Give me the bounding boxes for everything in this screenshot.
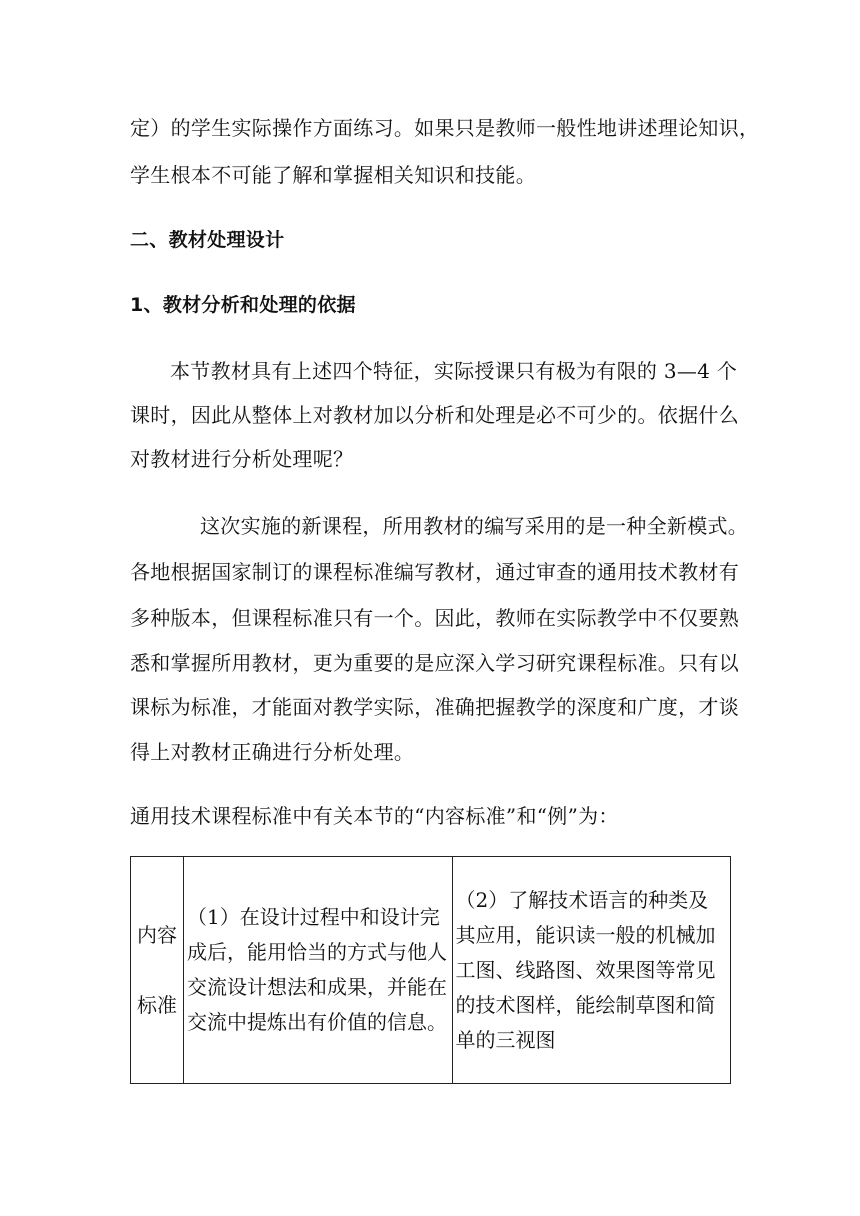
- standard-item-2: （2）了解技术语言的种类及其应用，能识读一般的机械加工图、线路图、效果图等常见的技术图样，能绘制草图和简单的三视图: [455, 887, 716, 1052]
- table-label-cell: [131, 857, 184, 1084]
- intro-line-2: 学生根本不可能了解和掌握相关知识和技能。: [130, 163, 536, 187]
- table-cell-item2: [452, 857, 731, 1084]
- paragraph2-line-5: 课标为标准，才能面对教学实际，准确把握教学的深度和广度，才谈: [130, 695, 739, 719]
- paragraph2-line-2: 各地根据国家制订的课程标准编写教材，通过审查的通用技术教材有: [130, 560, 739, 584]
- paragraph2-line-3: 多种版本，但课程标准只有一个。因此，教师在实际教学中不仅要熟: [130, 606, 739, 630]
- table-intro: 通用技术课程标准中有关本节的“内容标准”和“例”为：: [130, 804, 619, 828]
- table-row: [131, 857, 731, 1084]
- subsection-heading: 1、教材分析和处理的依据: [130, 294, 356, 316]
- paragraph1-line-3: 对教材进行分析处理呢？: [130, 447, 354, 471]
- paragraph2-line-6: 得上对教材正确进行分析处理。: [130, 740, 415, 764]
- content-standards-table: [130, 856, 731, 1084]
- table-label: 内容标准: [137, 923, 177, 1017]
- paragraph2-line-4: 悉和掌握所用教材，更为重要的是应深入学习研究课程标准。只有以: [130, 651, 739, 675]
- paragraph1-line-1: 本节教材具有上述四个特征，实际授课只有极为有限的 3—4 个: [170, 359, 738, 383]
- paragraph1-line-2: 课时，因此从整体上对教材加以分析和处理是必不可少的。依据什么: [130, 403, 739, 427]
- standard-item-1: （1）在设计过程中和设计完成后，能用恰当的方式与他人交流设计想法和成果，并能在交流中提炼出有价值的信息。: [187, 905, 447, 1034]
- intro-line-1: 定）的学生实际操作方面练习。如果只是教师一般性地讲述理论知识，: [130, 116, 760, 140]
- table-cell-item1: [184, 857, 453, 1084]
- paragraph2-line-1: 这次实施的新课程，所用教材的编写采用的是一种全新模式。: [200, 514, 749, 538]
- section-heading: 二、教材处理设计: [130, 229, 285, 251]
